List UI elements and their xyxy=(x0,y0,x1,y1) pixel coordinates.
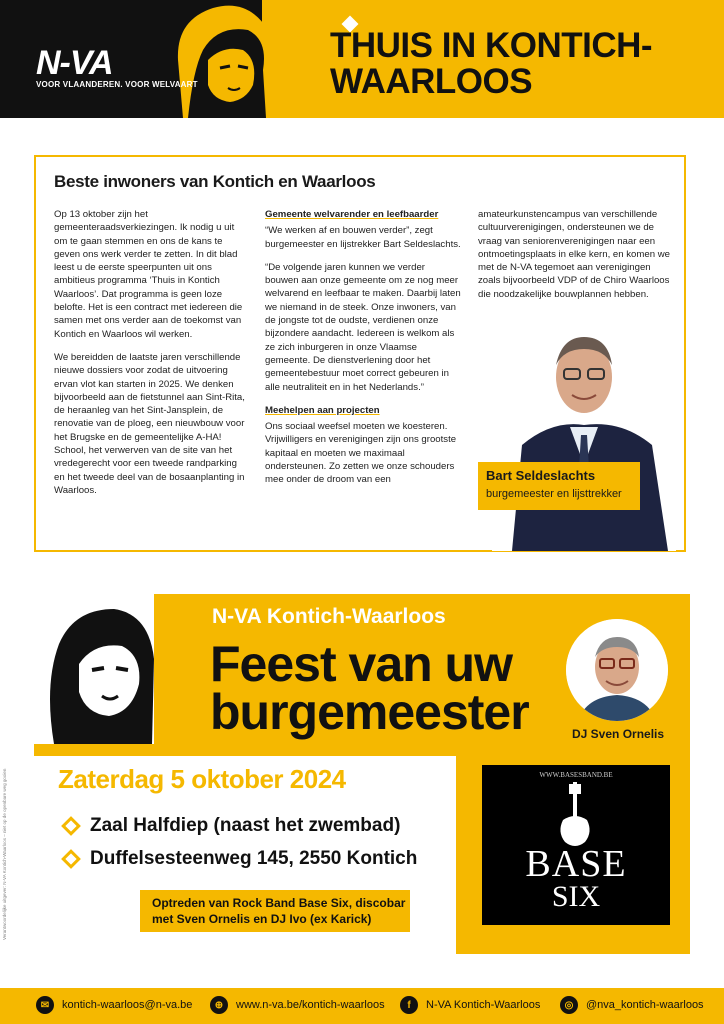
diamond-bullet-icon xyxy=(61,816,81,836)
program-text: Optreden van Rock Band Base Six, discobar met Sven Ornelis en DJ Ivo (ex Karick) xyxy=(152,896,406,926)
dj-photo xyxy=(566,619,668,721)
band-name-line-2: SIX xyxy=(551,880,601,913)
nva-slogan: VOOR VLAANDEREN. VOOR WELVAART xyxy=(36,80,198,89)
lion-logo-icon xyxy=(168,0,278,118)
globe-icon: ⊕ xyxy=(210,996,228,1014)
event-title xyxy=(210,636,550,740)
address-row xyxy=(60,848,417,870)
facebook-icon: f xyxy=(400,996,418,1014)
paragraph: “We werken af en bouwen verder”, zegt burgemeester en lijstrekker Bart Seldeslachts. xyxy=(265,225,461,250)
band-name-line-1: BASE xyxy=(525,843,627,885)
paragraph: amateurkunstencampus van verschillende cultuurverenigingen, ondersteunen we de vraag van seniorenverenigingen naar een ontmoetingsplaats in elke kern, en komen we met de N-VA tegemoet aan verenigingen zoals bijvoorbeeld VDP of de Chiro Waarloos die noodzakelijke bouwplannen hebben. xyxy=(478,209,670,300)
band-url: WWW.BASESBAND.BE xyxy=(539,771,613,779)
diamond-bullet-icon xyxy=(61,849,81,869)
venue-row xyxy=(60,815,400,837)
subheading: Gemeente welvarender en leefbaarder xyxy=(265,209,439,220)
subheading: Meehelpen aan projecten xyxy=(265,404,380,416)
email-icon: ✉ xyxy=(36,996,54,1014)
event-date: Zaterdag 5 oktober 2024 xyxy=(58,764,346,794)
footer-email[interactable] xyxy=(36,996,192,1014)
footer-instagram-text: @nva_kontich-waarloos xyxy=(586,999,704,1011)
venue-name: Zaal Halfdiep (naast het zwembad) xyxy=(90,815,401,836)
article-column-2 xyxy=(265,208,461,497)
caption-name: Bart Seldeslachts xyxy=(486,468,596,483)
lion-head-icon xyxy=(44,604,156,744)
footer-website-text: www.n-va.be/kontich-waarloos xyxy=(236,999,385,1011)
portrait-photo xyxy=(492,315,676,551)
paragraph: Op 13 oktober zijn het gemeenteraadsverkiezingen. Ik nodig u uit om te gaan stemmen en ons de kans te geven ons werk verder te zetten. In dit blad leest u de eerste speerpunten uit ons ambitieus programma ‘Thuis in Kontich Waarloos’. Dat programma is geen loze belofte. Het is een contract met iedereen die samen met ons verder aan de toekomst van Kontich en Waarloos wil werken. xyxy=(54,209,243,340)
event-title-line-1: Feest van uw xyxy=(210,636,512,692)
footer-facebook[interactable] xyxy=(400,996,540,1014)
nva-logo-text: N-VA xyxy=(36,44,113,82)
event-organizer: N-VA Kontich-Waarloos xyxy=(212,605,446,628)
article-column-1 xyxy=(54,208,250,507)
article-heading: Beste inwoners van Kontich en Waarloos xyxy=(54,172,376,191)
event-title-line-2: burgemeester xyxy=(210,684,529,740)
instagram-icon: ◎ xyxy=(560,996,578,1014)
caption-role: burgemeester en lijsttrekker xyxy=(486,488,622,500)
venue-address: Duffelsesteenweg 145, 2550 Kontich xyxy=(90,848,418,869)
footer-facebook-text: N-VA Kontich-Waarloos xyxy=(426,999,541,1011)
imprint-text: Verantwoordelijke uitgever: N-VA Kontich-Waarloos – niet op de openbare weg gooien xyxy=(2,768,7,940)
paragraph: Ons sociaal weefsel moeten we koesteren. Vrijwilligers en verenigingen zijn ons grootste kapitaal en moeten we maximaal ondersteunen. Zo zetten we onze schouders mee onder de droom van een xyxy=(265,421,457,486)
article-column-3 xyxy=(478,208,674,311)
paragraph: “De volgende jaren kunnen we verder bouwen aan onze gemeente om ze nog meer welvarend en leefbaar te maken. Daarbij laten we niemand in de steek. Onze inwoners, van de jongste tot de oudste, verdienen onze bijzondere aandacht. Iedereen is welkom als ze zich inburgeren in onze Vlaamse gemeente. De dienstverlening door het gemeentebestuur moet correct gebeuren in alle neutraliteit en in het Nederlands.” xyxy=(265,261,461,393)
page-title: THUIS IN KONTICH-WAARLOOS xyxy=(330,26,653,101)
footer-instagram[interactable] xyxy=(560,996,704,1014)
paragraph: We bereidden de laatste jaren verschillende nieuwe dossiers voor zodat de uitvoering ervan vlot kan starten in 2025. We denken bijvoorbeeld aan de fietstunnel aan Sint-Rita, de heraanleg van het Sint-Jansplein, de renovatie van de ploeg, een nieuwbouw voor het Brugske en de gemeentelijke A-HA! School, het verwerven van de site van het vredegerecht voor een tweede randparking en het tweede deel van de bosaanplanting in Waarloos. xyxy=(54,351,245,496)
footer-email-text: kontich-waarloos@n-va.be xyxy=(62,999,193,1011)
dj-label: DJ Sven Ornelis xyxy=(572,727,665,741)
footer-website[interactable] xyxy=(210,996,385,1014)
